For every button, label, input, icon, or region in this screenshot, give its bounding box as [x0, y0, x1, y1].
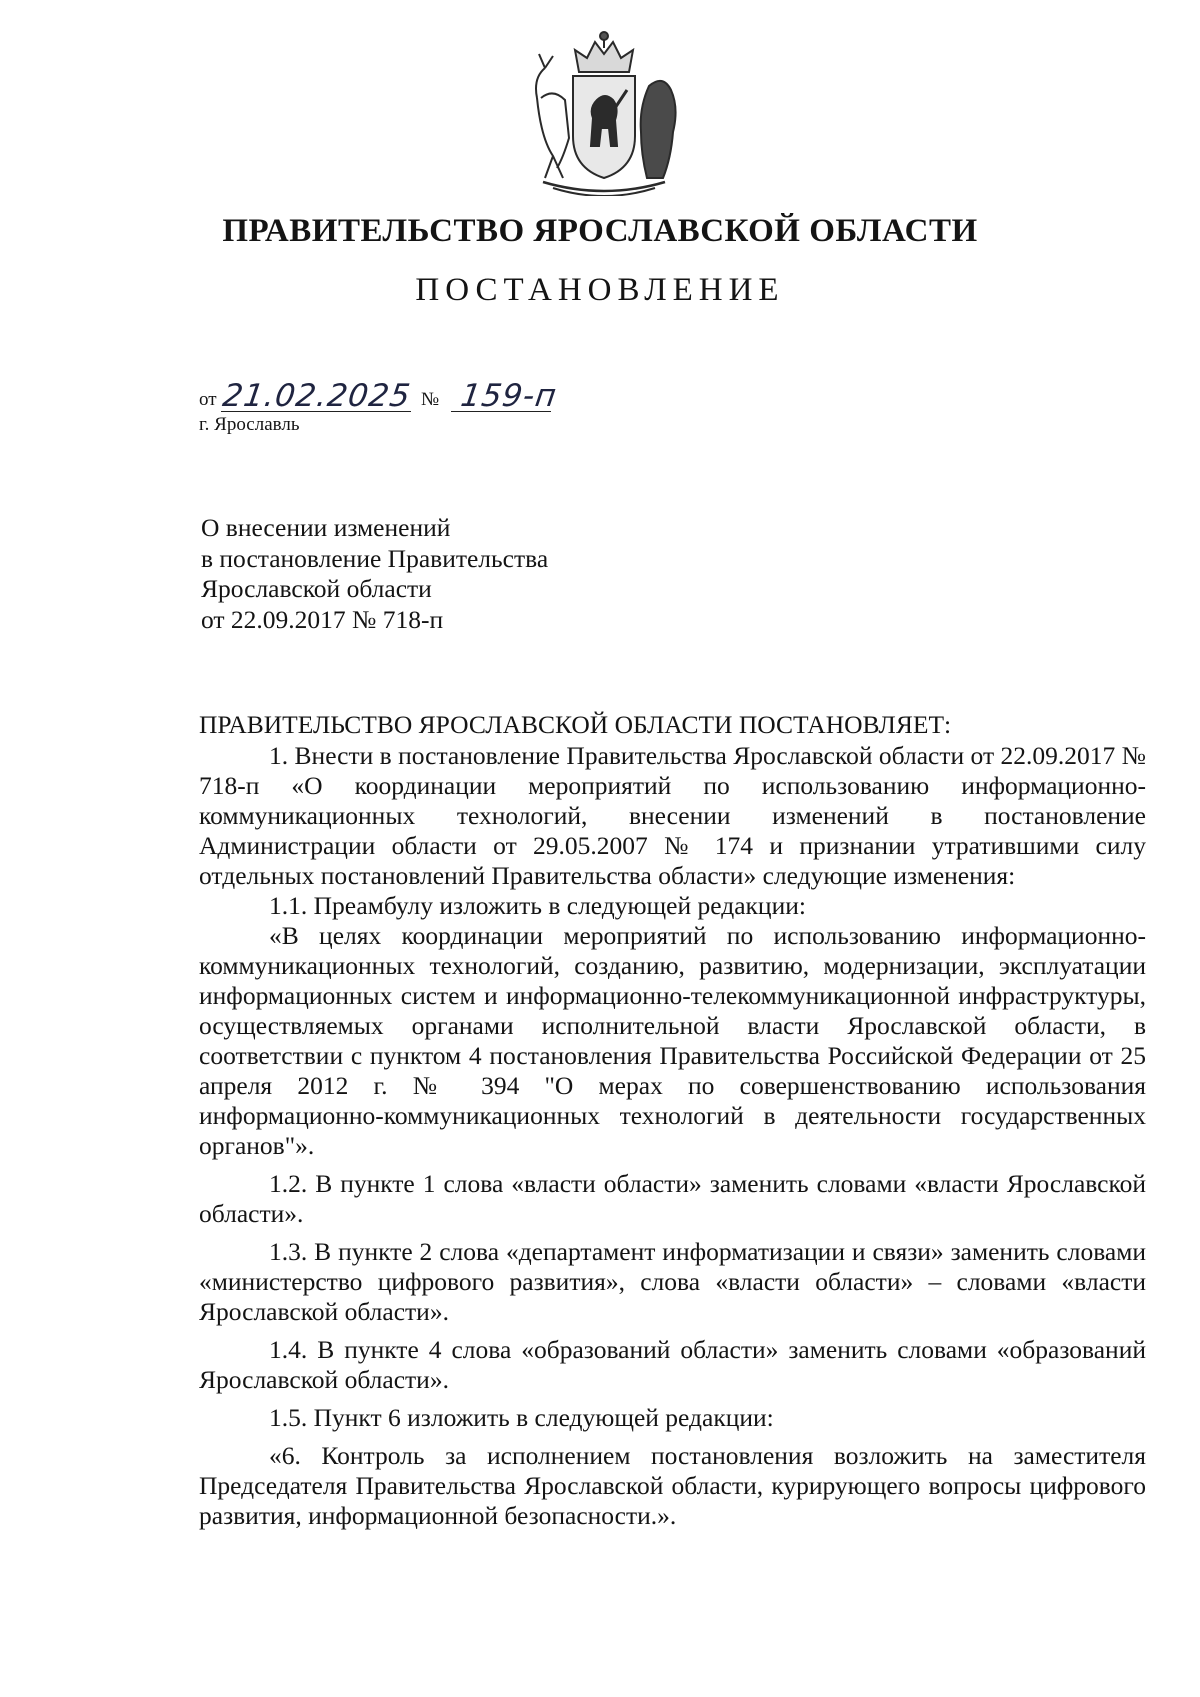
handwritten-date: 21.02.2025	[220, 378, 414, 414]
paragraph-1: 1. Внести в постановление Правительства Ярославской области от 22.09.2017 № 718-п «О координации мероприятий по использованию информационно-коммуникационных технологий, внесении изменений в постановление Администрации области от 29.05.2007 № 174 и признании утратившими силу отдельных постановлений Правительства области» следующие изменения:	[199, 741, 1146, 890]
subject-line: Ярославской области	[201, 574, 432, 603]
preamble-quote: «В целях координации мероприятий по использованию информационно-коммуникационных технологий, созданию, развитию, модернизации, эксплуатации информационных систем и информационно-телекоммуникационной инфраструктуры, осуществляемых органами исполнительной власти Ярославской области, в соответствии с пунктом 4 постановления Правительства Российской Федерации от 25 апреля 2012 г. № 394 "О мерах по совершенствованию использования информационно-коммуникационных технологий в деятельности государственных органов"».	[199, 921, 1146, 1160]
paragraph-1-1: 1.1. Преамбулу изложить в следующей редакции:	[269, 891, 806, 920]
subject-line: О внесении изменений	[201, 513, 451, 542]
paragraph-1-5: 1.5. Пункт 6 изложить в следующей редакции:	[269, 1403, 774, 1432]
document-subject	[201, 513, 548, 635]
subject-line: от 22.09.2017 № 718-п	[201, 604, 444, 634]
organization-title: ПРАВИТЕЛЬСТВО ЯРОСЛАВСКОЙ ОБЛАСТИ	[222, 213, 978, 249]
document-body	[199, 710, 1146, 1531]
number-underline	[451, 411, 551, 412]
registration-line	[199, 375, 599, 415]
paragraph-1-3: 1.3. В пункте 2 слова «департамент информатизации и связи» заменить словами «министерство цифрового развития», слова «власти области» – словами «власти Ярославской области».	[199, 1237, 1146, 1326]
date-underline	[221, 411, 411, 412]
paragraph-6-quote: «6. Контроль за исполнением постановления возложить на заместителя Председателя Правительства Ярославской области, курирующего вопросы цифрового развития, информационной безопасности.».	[199, 1441, 1146, 1530]
number-prefix: №	[421, 389, 440, 410]
paragraph-1-4: 1.4. В пункте 4 слова «образований области» заменить словами «образований Ярославской области».	[199, 1335, 1146, 1394]
date-prefix: от	[199, 389, 217, 410]
subject-line: в постановление Правительства	[201, 543, 549, 573]
paragraph-1-2: 1.2. В пункте 1 слова «власти области» заменить словами «власти Ярославской области».	[199, 1169, 1146, 1228]
decree-statement: ПРАВИТЕЛЬСТВО ЯРОСЛАВСКОЙ ОБЛАСТИ ПОСТАНОВЛЯЕТ:	[199, 710, 952, 739]
city: г. Ярославль	[199, 414, 300, 435]
handwritten-number: 159-п	[458, 378, 560, 414]
document-type: ПОСТАНОВЛЕНИЕ	[415, 272, 785, 308]
coat-of-arms-icon	[523, 28, 685, 196]
